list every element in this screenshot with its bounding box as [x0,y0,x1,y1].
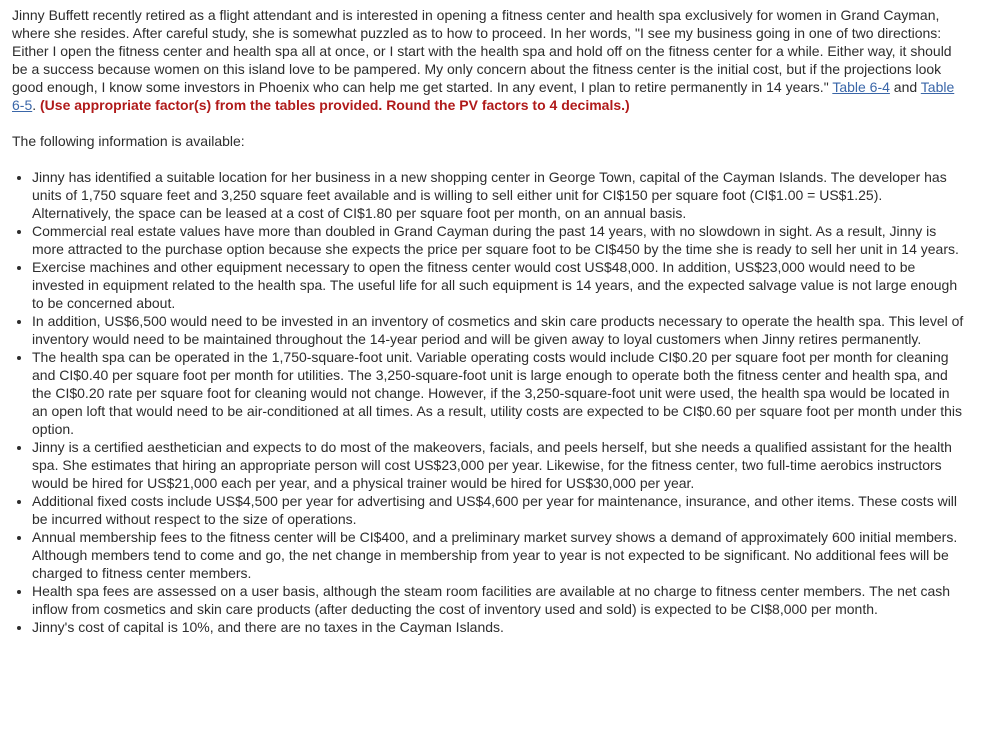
list-item: • Jinny's cost of capital is 10%, and there are no taxes in the Cayman Islands. [32,618,964,636]
list-item: • Annual membership fees to the fitness center will be CI$400, and a preliminary market survey shows a demand of approximately 600 initial members. Although members tend to come and go, the net change in membership from year to year is not expected to be significant. No additional fees will be charged to fitness center members. [32,528,964,582]
and-word: and [893,79,918,95]
list-item: • Jinny has identified a suitable location for her business in a new shopping center in George Town, capital of the Cayman Islands. The developer has units of 1,750 square feet and 3,250 square feet available and is willing to sell either unit for CI$150 per square foot (CI$1.00 = US$1.25). Alternatively, the space can be leased at a cost of CI$1.80 per square foot per month, on an annual basis. [32,168,964,222]
available-heading: The following information is available: [12,133,245,149]
table-6-4-link[interactable]: Table 6-4 [832,79,890,95]
list-item: • Health spa fees are assessed on a user basis, although the steam room facilities are available at no charge to fitness center members. The net cash inflow from cosmetics and skin care products (after deducting the cost of inventory used and sold) is expected to be CI$8,000 per month. [32,582,964,618]
info-list [12,168,964,636]
problem-intro: Jinny Buffett recently retired as a flight attendant and is interested in opening a fitness center and health spa exclusively for women in Grand Cayman, where she resides. After careful study, she is somewhat puzzled as to how to proceed. In her words, "I see my business going in one of two directions: Either I open the fitness center and health spa all at once, or I start with the health spa and hold off on the fitness center for a while. Either way, it should be a success because women on this island love to be pampered. My only concern about the fitness center is the initial cost, but if the projections look good enough, I know some investors in Phoenix who can help me get started. In any event, I plan to retire permanently in 14 years." Table 6-4 and Table 6-5. (Use appropriate factor(s) from the tables provided. Round the PV factors to 4 decimals.) [12,7,955,113]
table-6-5-link[interactable]: Table 6-5 [12,79,955,113]
list-item: • The health spa can be operated in the 1,750-square-foot unit. Variable operating costs would include CI$0.20 per square foot per month for cleaning and CI$0.40 per square foot per month for utilities. The 3,250-square-foot unit is large enough to operate both the fitness center and health spa, and the CI$0.20 rate per square foot for cleaning would not change. However, if the 3,250-square-foot unit were used, the health spa would be located in an open loft that would need to be air-conditioned at all times. As a result, utility costs are expected to be CI$0.60 per square foot per month under this option. [32,348,964,438]
intro-text: Jinny Buffett recently retired as a flight attendant and is interested in opening a fitness center and health spa exclusively for women in Grand Cayman, where she resides. After careful study, she is somewhat puzzled as to how to proceed. In her words, "I see my business going in one of two directions: Either I open the fitness center and health spa all at once, or I start with the health spa and hold off on the fitness center for a while. Either way, it should be a success because women on this island love to be pampered. My only concern about the fitness center is the initial cost, but if the projections look good enough, I know some investors in Phoenix who can help me get started. In any event, I plan to retire permanently in 14 years." [12,7,952,95]
list-item: • Commercial real estate values have more than doubled in Grand Cayman during the past 14 years, with no slowdown in sight. As a result, Jinny is more attracted to the purchase option because she expects the price per square foot to be CI$450 by the time she is ready to sell her unit in 14 years. [32,222,964,258]
list-item: • In addition, US$6,500 would need to be invested in an inventory of cosmetics and skin care products necessary to operate the health spa. This level of inventory would need to be maintained throughout the 14-year period and will be given away to loyal customers when Jinny retires permanently. [32,312,964,348]
list-item: • Additional fixed costs include US$4,500 per year for advertising and US$4,600 per year for maintenance, insurance, and other items. These costs will be incurred without respect to the size of operations. [32,492,964,528]
instruction-text: (Use appropriate factor(s) from the tables provided. Round the PV factors to 4 decimals.) [40,97,630,113]
list-item: • Exercise machines and other equipment necessary to open the fitness center would cost US$48,000. In addition, US$23,000 would need to be invested in equipment related to the health spa. The useful life for all such equipment is 14 years, and the expected salvage value is not large enough to be concerned about. [32,258,964,312]
list-item: • Jinny is a certified aesthetician and expects to do most of the makeovers, facials, and peels herself, but she needs a qualified assistant for the health spa. She estimates that hiring an appropriate person will cost US$23,000 per year. Likewise, for the fitness center, two full-time aerobics instructors would be hired for US$21,000 each per year, and a physical trainer would be hired for US$30,000 per year. [32,438,964,492]
